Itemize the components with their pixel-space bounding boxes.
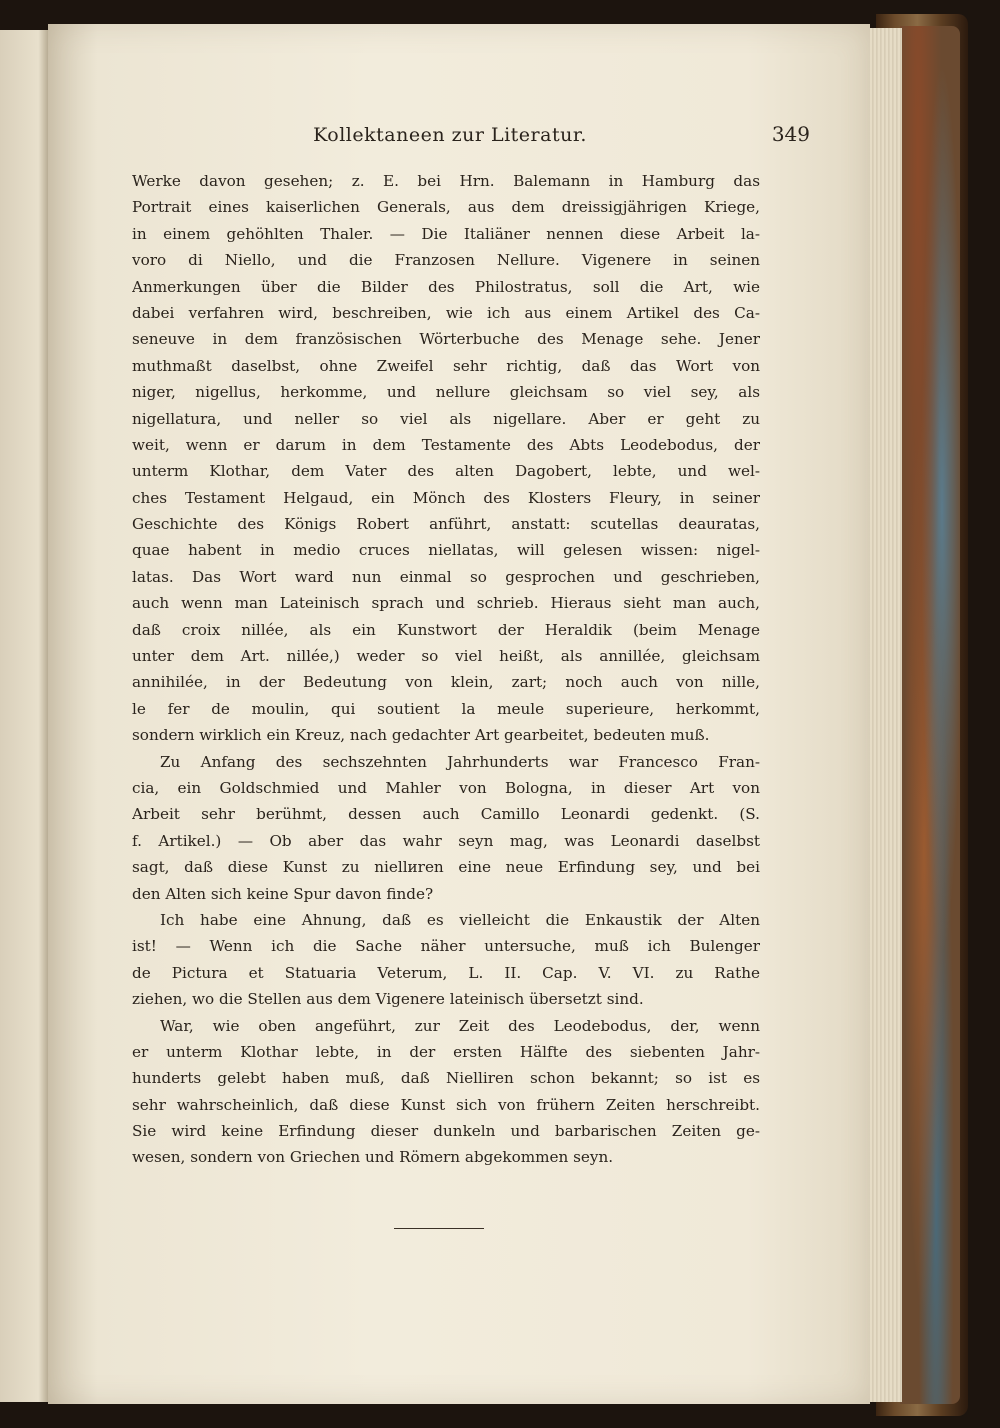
text-line: weit, wenn er darum in dem Testamente des Abts Leodebodus, der [132,435,760,454]
text-line: Ich habe eine Ahnung, daß es vielleicht die Enkaustik der Alten [160,910,760,929]
text-line: nigellatura, und neller so viel als nigellare. Aber er geht zu [132,409,760,428]
text-line: dabei verfahren wird, beschreiben, wie ich aus einem Artikel des Ca- [132,303,760,322]
end-rule [394,1228,484,1229]
text-line: in einem gehöhlten Thaler. — Die Italiäner nennen diese Arbeit la- [132,224,760,243]
body-text [132,168,760,1171]
text-line: Anmerkungen über die Bilder des Philostratus, soll die Art, wie [132,277,760,296]
text-line: Sie wird keine Erfindung dieser dunkeln und barbarischen Zeiten ge- [132,1122,760,1141]
text-line: Arbeit sehr berühmt, dessen auch Camillo Leonardi gedenkt. (S. [132,805,760,824]
text-line: Werke davon gesehen; z. E. bei Hrn. Balemann in Hamburg das [132,172,760,190]
text-line: auch wenn man Lateinisch sprach und schrieb. Hieraus sieht man auch, [132,594,760,613]
text-line: Portrait eines kaiserlichen Generals, aus dem dreissigjährigen Kriege, [132,198,760,217]
text-line: sehr wahrscheinlich, daß diese Kunst sich von frühern Zeiten herschreibt. [132,1095,760,1114]
text-line: ches Testament Helgaud, ein Mönch des Klosters Fleury, in seiner [132,488,760,507]
marbled-cover-edge [900,26,960,1404]
text-line: annihilée, in der Bedeutung von klein, zart; noch auch von nille, [132,673,760,692]
text-line: hunderts gelebt haben muß, daß Nielliren schon bekannt; so ist es [132,1069,760,1088]
text-line: sagt, daß diese Kunst zu niellиren eine neue Erfindung sey, und bei [132,858,760,877]
text-line: ziehen, wo die Stellen aus dem Vigenere lateinisch übersetzt sind. [132,990,644,1009]
text-line: latas. Das Wort ward nun einmal so gesprochen und geschrieben, [132,567,760,586]
text-line: le fer de moulin, qui soutient la meule superieure, herkommt, [132,699,760,718]
text-line: War, wie oben angeführt, zur Zeit des Leodebodus, der, wenn [160,1016,760,1035]
text-line: unter dem Art. nillée,) weder so viel heißt, als annillée, gleichsam [132,647,760,666]
left-page-edge [0,30,48,1402]
running-head: Kollektaneen zur Literatur. [313,124,587,146]
text-line: niger, nigellus, herkomme, und nellure gleichsam so viel sey, als [132,383,760,402]
text-line: Zu Anfang des sechszehnten Jahrhunderts war Francesco Fran- [160,752,760,771]
text-line: de Pictura et Statuaria Veterum, L. II. Cap. V. VI. zu Rathe [132,963,760,982]
text-line: unterm Klothar, dem Vater des alten Dagobert, lebte, und wel- [132,462,760,481]
page-number: 349 [771,122,810,146]
text-line: Geschichte des Königs Robert anführt, anstatt: scutellas deauratas, [132,515,760,534]
text-line: den Alten sich keine Spur davon finde? [132,884,434,903]
book-page [48,24,870,1404]
page-header [120,122,810,154]
text-line: f. Artikel.) — Ob aber das wahr seyn mag, was Leonardi daselbst [132,831,760,850]
text-line: daß croix nillée, als ein Kunstwort der Heraldik (beim Menage [132,620,760,639]
text-line: quae habent in medio cruces niellatas, will gelesen wissen: nigel- [132,541,760,560]
text-line: wesen, sondern von Griechen und Römern abgekommen seyn. [132,1148,614,1167]
text-line: ist! — Wenn ich die Sache näher untersuche, muß ich Bulenger [132,937,760,956]
text-line: voro di Niello, und die Franzosen Nellure. Vigenere in seinen [132,251,760,270]
text-line: sondern wirklich ein Kreuz, nach gedachter Art gearbeitet, bedeuten muß. [132,726,710,745]
text-line: seneuve in dem französischen Wörterbuche des Menage sehe. Jener [132,330,760,349]
text-line: muthmaßt daselbst, ohne Zweifel sehr richtig, daß das Wort von [132,356,760,375]
text-line: cia, ein Goldschmied und Mahler von Bologna, in dieser Art von [132,778,760,797]
text-line: er unterm Klothar lebte, in der ersten Hälfte des siebenten Jahr- [132,1042,760,1061]
